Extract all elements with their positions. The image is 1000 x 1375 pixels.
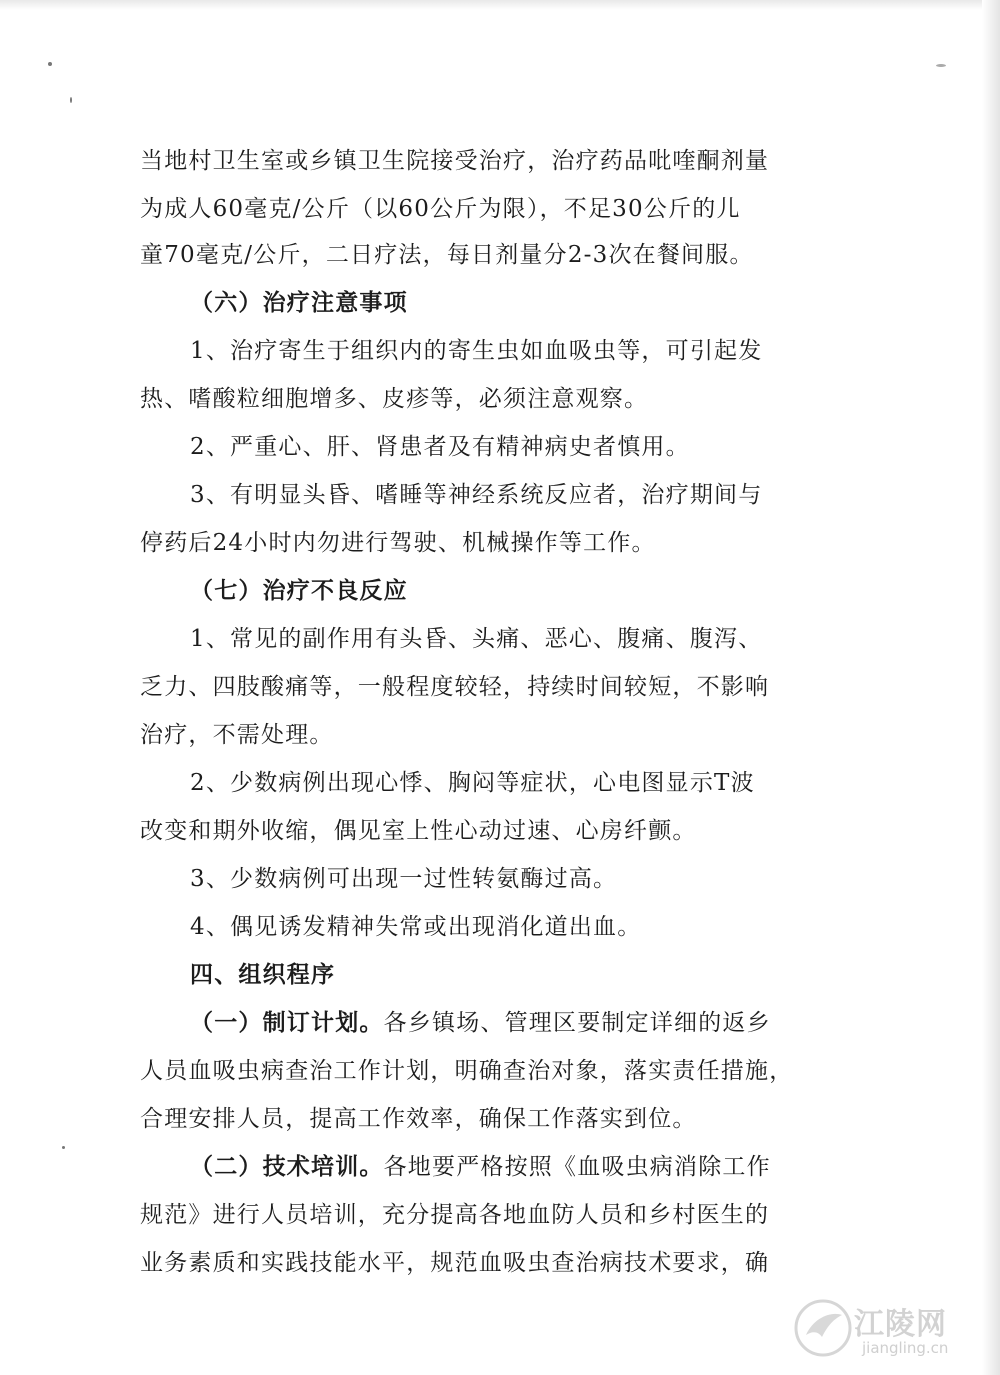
body-line: 2、严重心、肝、肾患者及有精神病史者慎用。 bbox=[190, 434, 690, 460]
body-line: 治疗，不需处理。 bbox=[140, 722, 334, 748]
body-line: 2、少数病例出现心悸、胸闷等症状，心电图显示T波 bbox=[190, 770, 755, 796]
section-heading-six: （六）治疗注意事项 bbox=[190, 289, 408, 316]
body-line: 3、有明显头昏、嗜睡等神经系统反应者，治疗期间与 bbox=[190, 482, 763, 508]
site-watermark bbox=[792, 1295, 982, 1365]
body-line: 规范》进行人员培训，充分提高各地血防人员和乡村医生的 bbox=[140, 1202, 770, 1228]
body-line: 停药后24小时内勿进行驾驶、机械操作等工作。 bbox=[140, 530, 656, 556]
body-text: 各地要严格按照《血吸虫病消除工作 bbox=[383, 1154, 771, 1180]
section-heading-four: 四、组织程序 bbox=[190, 961, 336, 988]
body-line: 4、偶见诱发精神失常或出现消化道出血。 bbox=[190, 914, 642, 940]
body-line: 合理安排人员，提高工作效率，确保工作落实到位。 bbox=[140, 1106, 697, 1132]
body-line: 业务素质和实践技能水平，规范血吸虫查治病技术要求，确 bbox=[140, 1250, 770, 1276]
watermark-name: 江陵网 bbox=[854, 1307, 947, 1342]
section-heading-seven: （七）治疗不良反应 bbox=[190, 577, 408, 604]
body-line: 1、常见的副作用有头昏、头痛、恶心、腹痛、腹泻、 bbox=[190, 626, 763, 652]
body-line: 1、治疗寄生于组织内的寄生虫如血吸虫等，可引起发 bbox=[190, 338, 763, 364]
body-line: 人员血吸虫病查治工作计划，明确查治对象，落实责任措施， bbox=[140, 1058, 794, 1084]
paragraph-training-first-line bbox=[190, 1152, 771, 1182]
body-line: 当地村卫生室或乡镇卫生院接受治疗，治疗药品吡喹酮剂量 bbox=[140, 148, 770, 174]
body-line: 热、嗜酸粒细胞增多、皮疹等，必须注意观察。 bbox=[140, 386, 649, 412]
subheading-training: （二）技术培训。 bbox=[190, 1153, 384, 1180]
bird-logo-icon bbox=[792, 1297, 854, 1359]
body-line: 3、少数病例可出现一过性转氨酶过高。 bbox=[190, 866, 618, 892]
body-text: 各乡镇场、管理区要制定详细的返乡 bbox=[383, 1010, 771, 1036]
body-line: 改变和期外收缩，偶见室上性心动过速、心房纤颤。 bbox=[140, 818, 697, 844]
body-line: 童70毫克/公斤，二日疗法，每日剂量分2-3次在餐间服。 bbox=[140, 242, 754, 268]
watermark-domain: jiangling.cn bbox=[862, 1339, 949, 1357]
body-line: 为成人60毫克/公斤（以60公斤为限），不足30公斤的儿 bbox=[140, 196, 741, 222]
subheading-planning: （一）制订计划。 bbox=[190, 1009, 384, 1036]
paragraph-planning-first-line bbox=[190, 1008, 771, 1038]
body-line: 乏力、四肢酸痛等，一般程度较轻，持续时间较短，不影响 bbox=[140, 674, 770, 700]
